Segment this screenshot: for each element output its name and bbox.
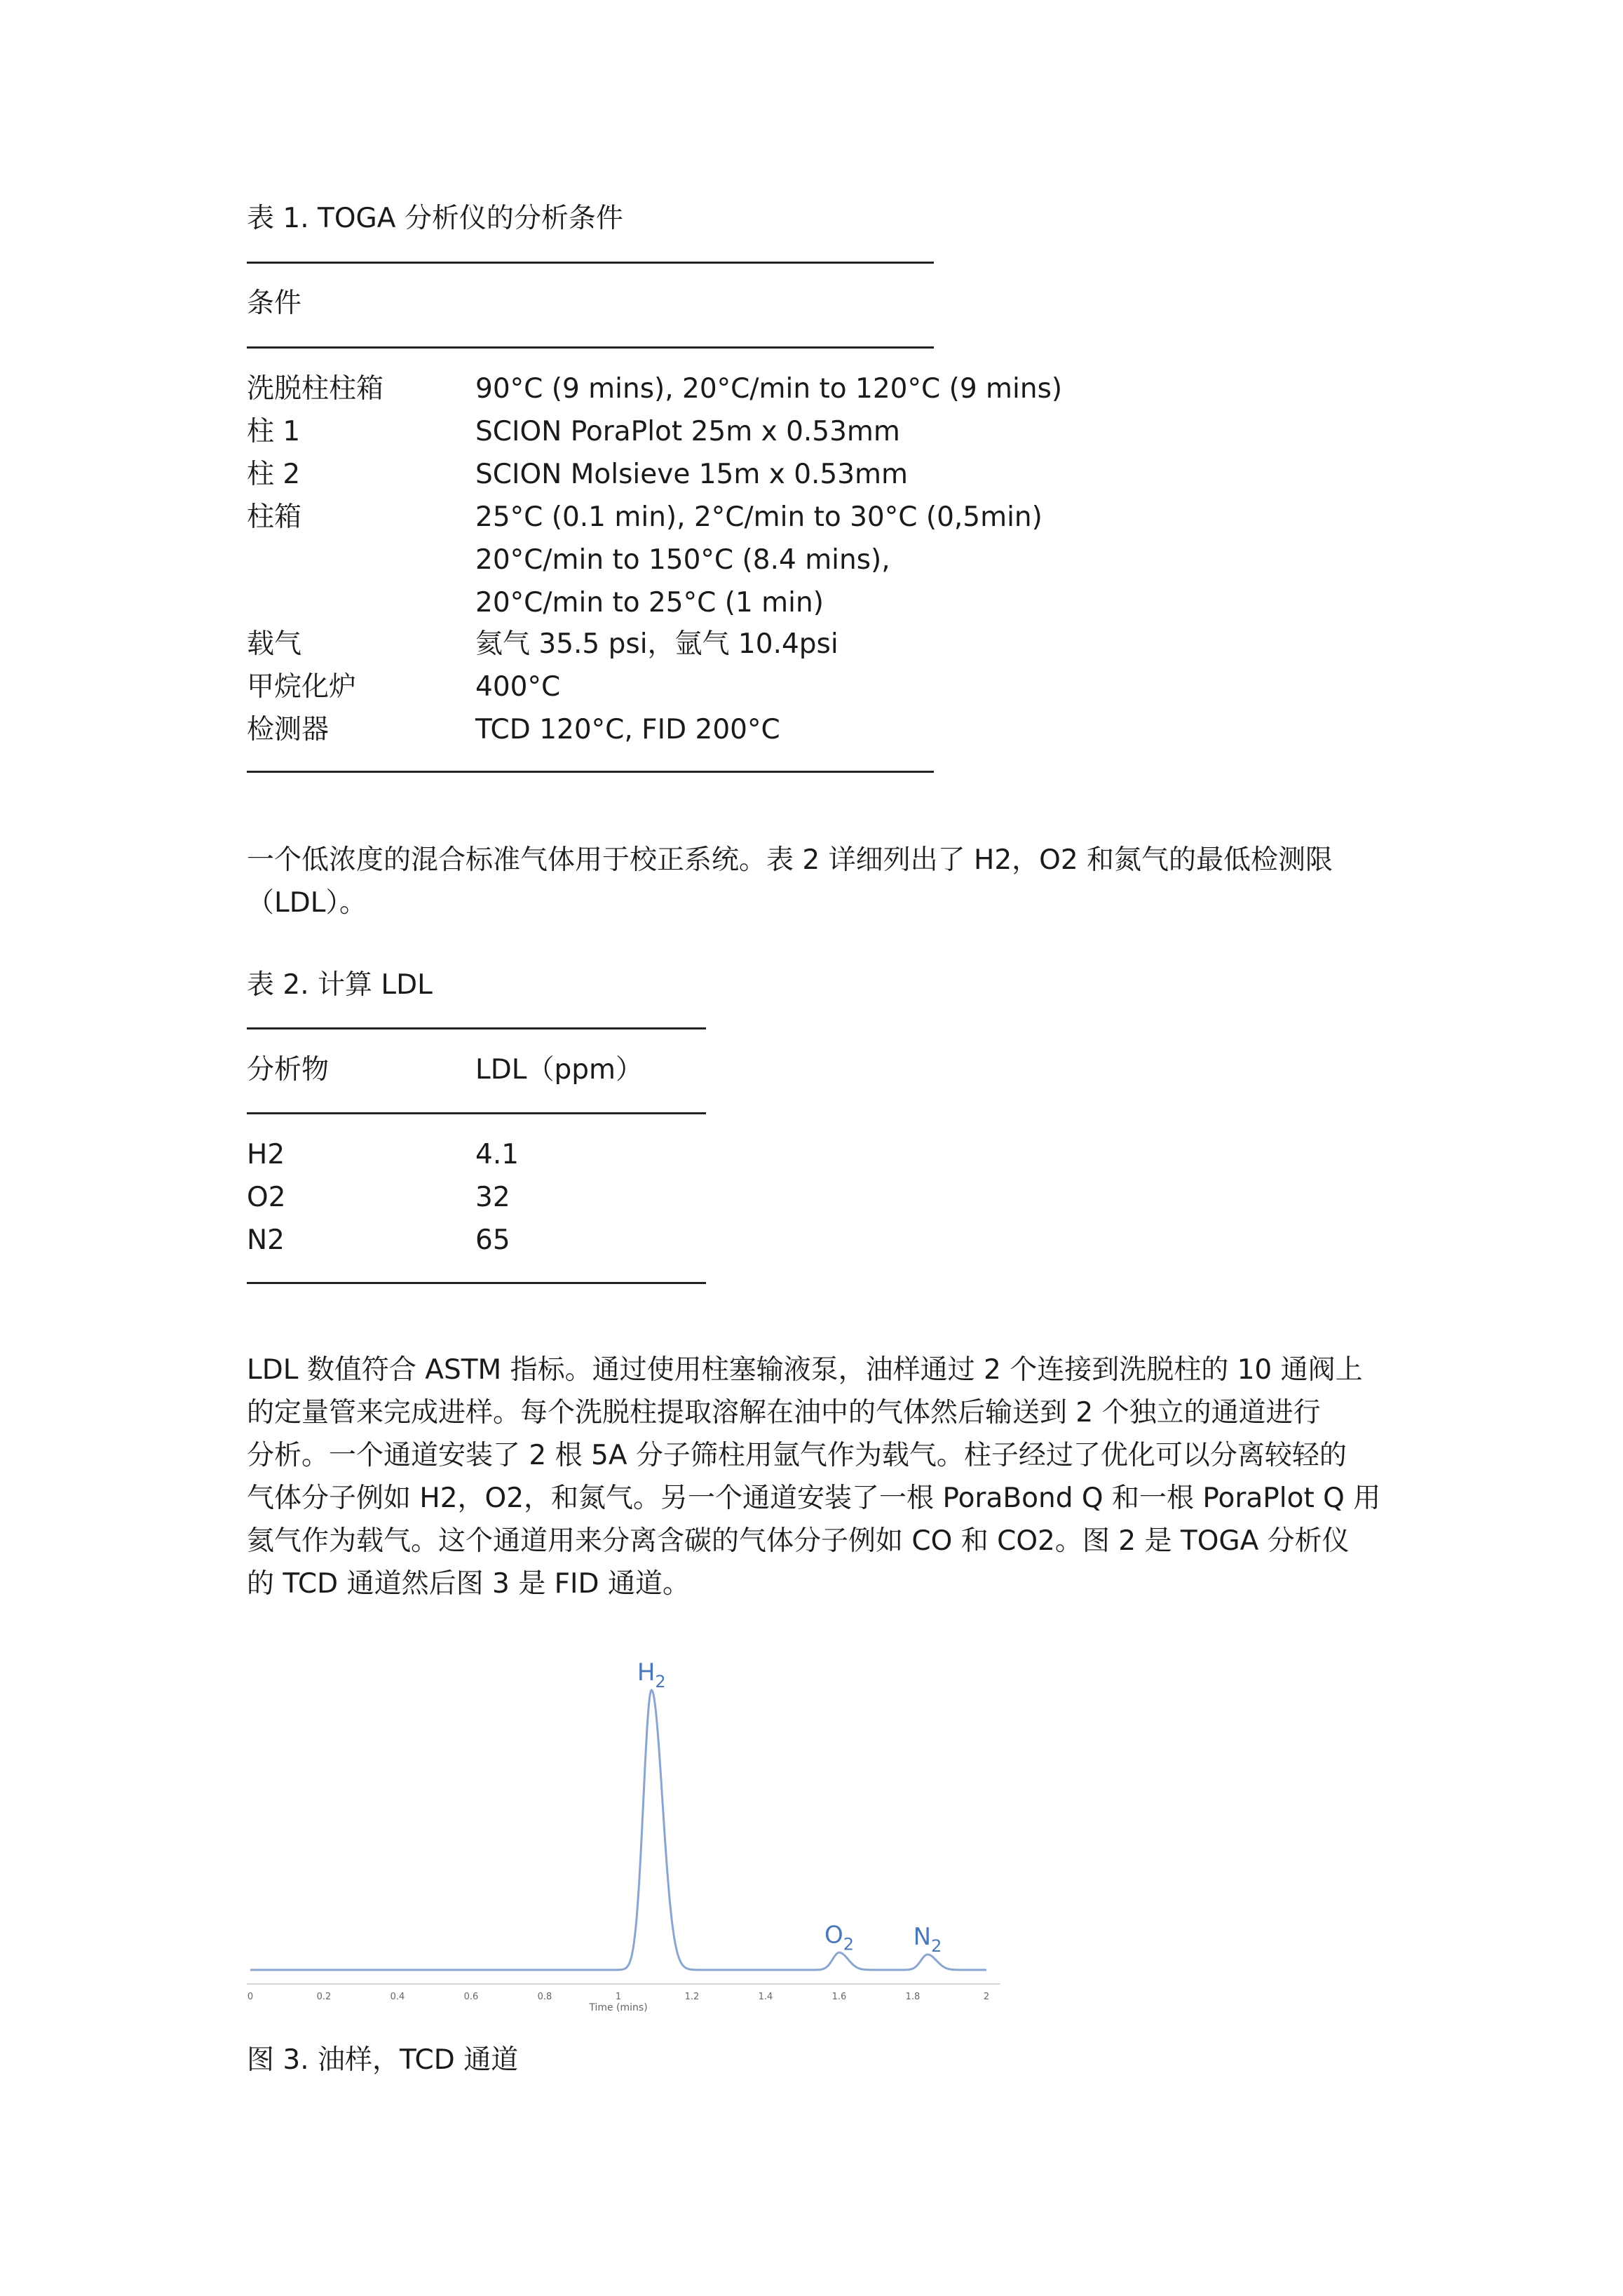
x-tick-label: 1.8 <box>905 1992 921 2002</box>
table2-caption: 表 2. 计算 LDL <box>247 969 433 1001</box>
table2-cell-ldl: 32 <box>475 1182 510 1213</box>
paragraph-line: 的 TCD 通道然后图 3 是 FID 通道。 <box>247 1568 690 1600</box>
table2-cell-ldl: 4.1 <box>475 1139 520 1170</box>
table2-cell-analyte: N2 <box>247 1224 285 1256</box>
table2-cell-analyte: O2 <box>247 1182 286 1213</box>
paragraph-line: （LDL）。 <box>247 887 367 919</box>
signal-trace <box>250 1690 986 1970</box>
table1-row-label: 柱 1 <box>247 416 301 447</box>
table1-header-rule <box>247 346 934 349</box>
table1-row-label: 甲烷化炉 <box>247 671 357 703</box>
x-tick-label: 0.6 <box>463 1992 479 2002</box>
table1-row-value: TCD 120°C, FID 200°C <box>475 714 780 745</box>
paragraph-line: 氦气作为载气。这个通道用来分离含碳的气体分子例如 CO 和 CO2。图 2 是 TOGA 分析仪 <box>247 1525 1350 1557</box>
table1-row-label: 洗脱柱柱箱 <box>247 373 384 405</box>
figure-caption: 图 3. 油样，TCD 通道 <box>247 2044 519 2076</box>
paragraph-line: 气体分子例如 H2，O2，和氮气。另一个通道安装了一根 PoraBond Q 和一根 PoraPlot Q 用 <box>247 1483 1381 1514</box>
table2-header-analyte: 分析物 <box>247 1054 330 1086</box>
table1-row-value: 400°C <box>475 671 561 703</box>
peak-label: $O_2$ <box>824 1921 855 1954</box>
table2-cell-analyte: H2 <box>247 1139 285 1170</box>
table2-top-rule <box>247 1027 706 1029</box>
paragraph-line: LDL 数值符合 ASTM 指标。通过使用柱塞输液泵，油样通过 2 个连接到洗脱柱的 10 通阀上 <box>247 1354 1363 1386</box>
table1-top-rule <box>247 262 934 264</box>
chromatogram-chart <box>247 1652 1004 2016</box>
x-tick-label: 1 <box>615 1992 622 2002</box>
table1-row-value: SCION PoraPlot 25m x 0.53mm <box>475 416 900 447</box>
peak-label: $N_2$ <box>913 1923 942 1957</box>
x-tick-label: 0.8 <box>537 1992 552 2002</box>
table2-cell-ldl: 65 <box>475 1224 510 1256</box>
table1-row-label: 载气 <box>247 628 302 660</box>
x-tick-label: 0 <box>247 1992 254 2002</box>
peak-label: $H_2$ <box>637 1659 666 1691</box>
x-tick-label: 1.6 <box>831 1992 847 2002</box>
paragraph-2 <box>247 1349 1390 1605</box>
x-tick-label: 1.4 <box>758 1992 773 2002</box>
x-tick-label: 0.2 <box>316 1992 332 2002</box>
table1-header: 条件 <box>247 288 302 319</box>
paragraph-line: 一个低浓度的混合标准气体用于校正系统。表 2 详细列出了 H2，O2 和氮气的最低检测限 <box>247 844 1333 876</box>
paragraph-line: 分析。一个通道安装了 2 根 5A 分子筛柱用氩气作为载气。柱子经过了优化可以分离较轻的 <box>247 1440 1347 1471</box>
table1-row-value: 25°C (0.1 min), 2°C/min to 30°C (0,5min) <box>475 501 1043 533</box>
table1-row-label: 柱箱 <box>247 501 302 533</box>
table2-header-ldl: LDL（ppm） <box>475 1054 643 1086</box>
table1-caption: 表 1. TOGA 分析仪的分析条件 <box>247 203 623 234</box>
x-tick-label: 2 <box>983 1992 990 2002</box>
table2-header-rule <box>247 1112 706 1114</box>
x-tick-label: 1.2 <box>684 1992 700 2002</box>
table1-row-label: 检测器 <box>247 714 330 745</box>
table1-row-label: 柱 2 <box>247 459 301 490</box>
table1-row-value: SCION Molsieve 15m x 0.53mm <box>475 459 909 490</box>
table2-bottom-rule <box>247 1282 706 1284</box>
x-tick-label: 0.4 <box>390 1992 405 2002</box>
table1-row-value: 氦气 35.5 psi，氩气 10.4psi <box>475 628 838 660</box>
table1-row-value: 20°C/min to 150°C (8.4 mins), <box>475 544 890 576</box>
paragraph-line: 的定量管来完成进样。每个洗脱柱提取溶解在油中的气体然后输送到 2 个独立的通道进行 <box>247 1397 1321 1429</box>
x-axis-label: Time (mins) <box>589 2002 648 2013</box>
table1-row-value: 20°C/min to 25°C (1 min) <box>475 587 824 619</box>
table1-bottom-rule <box>247 771 934 773</box>
paragraph-1 <box>247 839 1390 924</box>
table1-row-value: 90°C (9 mins), 20°C/min to 120°C (9 mins) <box>475 373 1063 405</box>
